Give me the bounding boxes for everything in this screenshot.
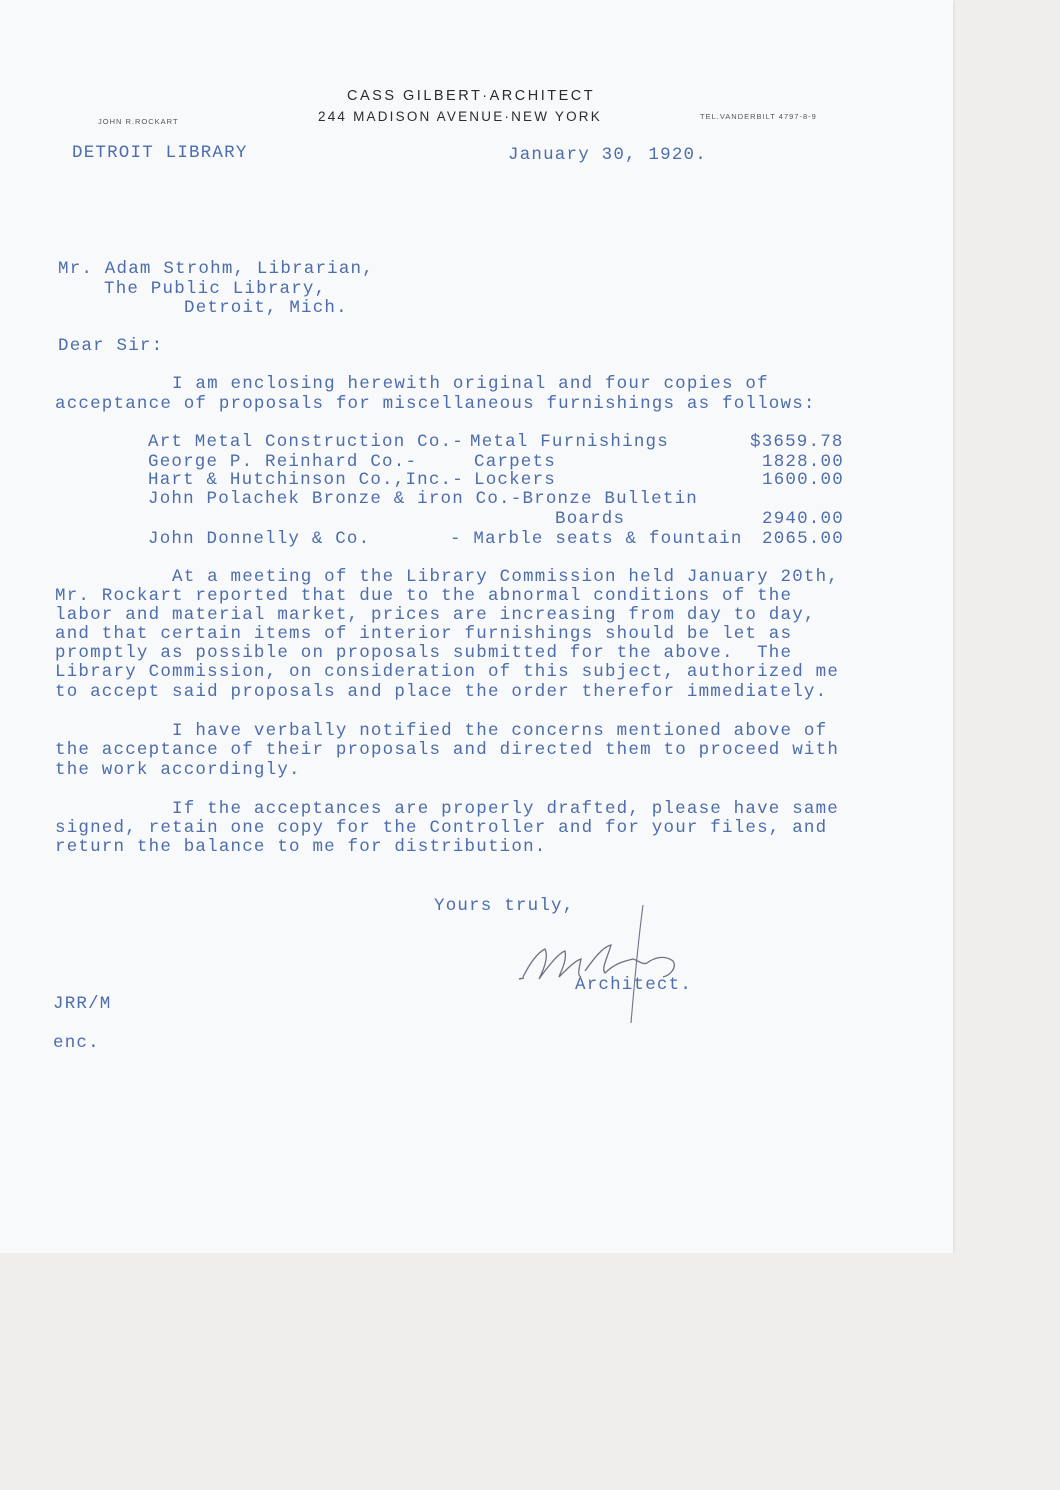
intro-line-1: I am enclosing herewith original and four copies of <box>172 374 769 394</box>
signature-mark <box>515 905 695 1030</box>
proposal-amount: 2940.00 <box>762 509 844 529</box>
proposal-amount: 1828.00 <box>762 452 844 472</box>
proposal-contractor: George P. Reinhard Co.- <box>148 452 418 472</box>
proposal-item: - Marble seats & fountain <box>450 529 743 549</box>
proposal-amount: $3659.78 <box>750 432 844 452</box>
paragraph-line: and that certain items of interior furnishings should be let as <box>55 624 793 644</box>
proposal-amount: 2065.00 <box>762 529 844 549</box>
proposal-amount: 1600.00 <box>762 470 844 490</box>
proposal-item: Carpets <box>474 452 556 472</box>
letter-date: January 30, 1920. <box>508 145 707 165</box>
proposal-contractor: Art Metal Construction Co.- <box>148 432 464 452</box>
recipient-line-3: Detroit, Mich. <box>184 298 348 318</box>
proposal-item: Lockers <box>474 470 556 490</box>
paragraph-line: the acceptance of their proposals and directed them to proceed with <box>55 740 840 760</box>
proposal-contractor: John Donnelly & Co. <box>148 529 371 549</box>
letterhead-left-name: JOHN R.ROCKART <box>98 117 179 126</box>
typist-initials: JRR/M <box>53 994 112 1014</box>
recipient-line-1: Mr. Adam Strohm, Librarian, <box>58 259 374 279</box>
background-surface <box>0 1253 1060 1490</box>
paragraph-line: I have verbally notified the concerns mentioned above of <box>172 721 828 741</box>
letterhead-telephone: TEL.VANDERBILT 4797-8-9 <box>700 112 817 121</box>
enclosure-note: enc. <box>53 1033 100 1053</box>
proposal-item: Boards <box>555 509 626 529</box>
closing: Yours truly, <box>434 896 575 916</box>
letterhead-address: 244 MADISON AVENUE·NEW YORK <box>318 109 602 124</box>
paragraph-line: labor and material market, prices are increasing from day to day, <box>55 605 816 625</box>
signature-title: Architect. <box>575 975 693 995</box>
paragraph-line: Library Commission, on consideration of this subject, authorized me <box>55 662 840 682</box>
paragraph-line: Mr. Rockart reported that due to the abnormal conditions of the <box>55 586 793 606</box>
paragraph-line: promptly as possible on proposals submitted for the above. The <box>55 643 793 663</box>
paragraph-line: signed, retain one copy for the Controller and for your files, and <box>55 818 828 838</box>
recipient-line-2: The Public Library, <box>104 279 327 299</box>
paragraph-line: return the balance to me for distribution. <box>55 837 547 857</box>
proposal-contractor: Hart & Hutchinson Co.,Inc.- <box>148 470 464 490</box>
letterhead-firm: CASS GILBERT·ARCHITECT <box>347 88 596 104</box>
intro-line-2: acceptance of proposals for miscellaneous furnishings as follows: <box>55 394 816 414</box>
proposal-item: Metal Furnishings <box>470 432 669 452</box>
paragraph-line: At a meeting of the Library Commission held January 20th, <box>172 567 839 587</box>
paragraph-line: to accept said proposals and place the order therefor immediately. <box>55 682 828 702</box>
file-label: DETROIT LIBRARY <box>72 143 248 163</box>
paragraph-line: the work accordingly. <box>55 760 301 780</box>
paragraph-line: If the acceptances are properly drafted, please have same <box>172 799 839 819</box>
proposal-contractor: John Polachek Bronze & iron Co.-Bronze Bulletin <box>148 489 698 509</box>
salutation: Dear Sir: <box>58 336 164 356</box>
